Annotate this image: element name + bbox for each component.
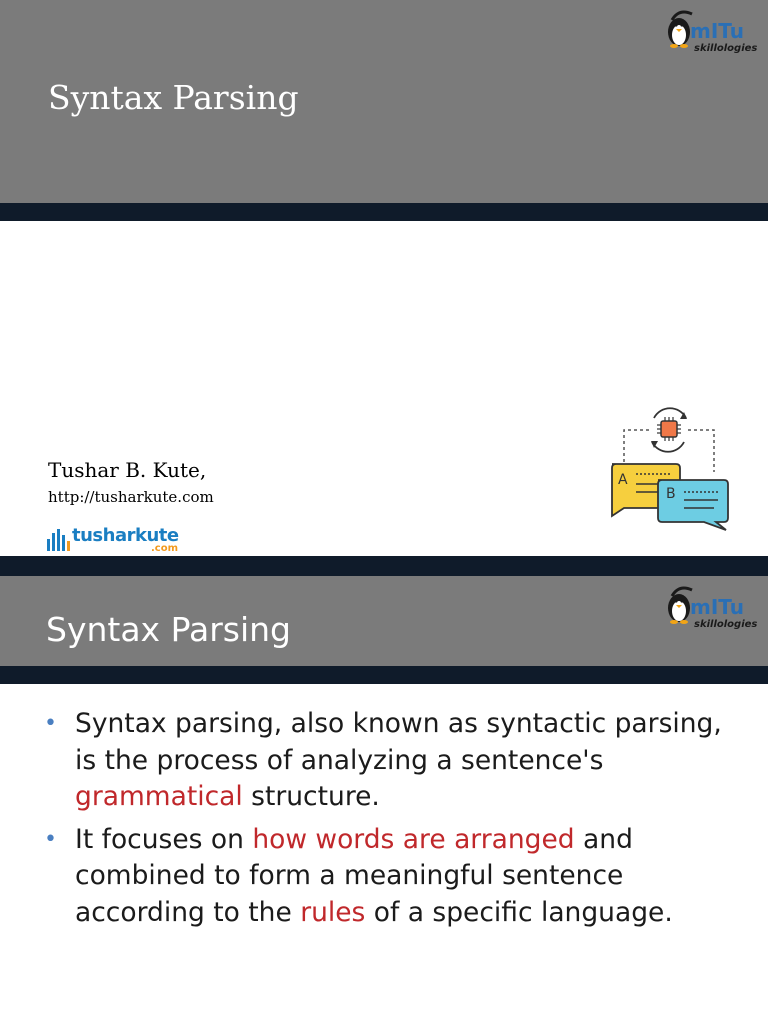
bullet-text: of a specific language. (365, 896, 673, 928)
svg-text:A: A (618, 472, 628, 488)
tusharkute-logo (46, 523, 186, 555)
content-slide (0, 576, 768, 1024)
bullet-text: and combined to form a meaningful sentence according to the (75, 823, 633, 928)
slide-title: Syntax Parsing (46, 610, 292, 649)
bullet-text: It focuses on (75, 823, 253, 855)
mitu-logo-icon (666, 584, 762, 634)
author-url-link[interactable]: http://tusharkute.com (48, 488, 214, 506)
slide-separator (0, 556, 768, 576)
highlighted-text: grammatical (75, 781, 243, 812)
highlighted-text: rules (300, 896, 366, 928)
slide-header (0, 0, 768, 203)
bullet-list (44, 706, 744, 937)
brand-name: tusharkute (72, 525, 179, 546)
chat-bubbles-chip-icon (606, 400, 732, 534)
mitu-logo-icon (666, 8, 762, 58)
svg-text:B: B (666, 486, 676, 502)
brand-suffix: .com (151, 543, 179, 554)
author-name: Tushar B. Kute, (48, 458, 207, 482)
bullet-marker: • (44, 711, 57, 736)
highlighted-text: how words are arranged (252, 823, 575, 855)
bullet-marker: • (44, 826, 57, 852)
svg-text:mITu: mITu (690, 595, 744, 619)
header-divider-bar (0, 666, 768, 684)
svg-text:mITu: mITu (690, 19, 744, 43)
bullet-text: structure. (242, 781, 380, 812)
slide-title: Syntax Parsing (48, 78, 299, 117)
svg-text:skillologies: skillologies (694, 619, 758, 630)
svg-text:skillologies: skillologies (694, 43, 758, 54)
slide-header (0, 576, 768, 666)
mitu-logo (666, 584, 762, 634)
mitu-logo (666, 8, 762, 58)
bar-chart-icon (46, 527, 72, 553)
bullet-text: Syntax parsing, also known as syntactic parsing, is the process of analyzing a sentence's (75, 708, 722, 776)
bullet-item (44, 822, 744, 932)
bullet-item (44, 706, 744, 816)
header-divider-bar (0, 203, 768, 221)
